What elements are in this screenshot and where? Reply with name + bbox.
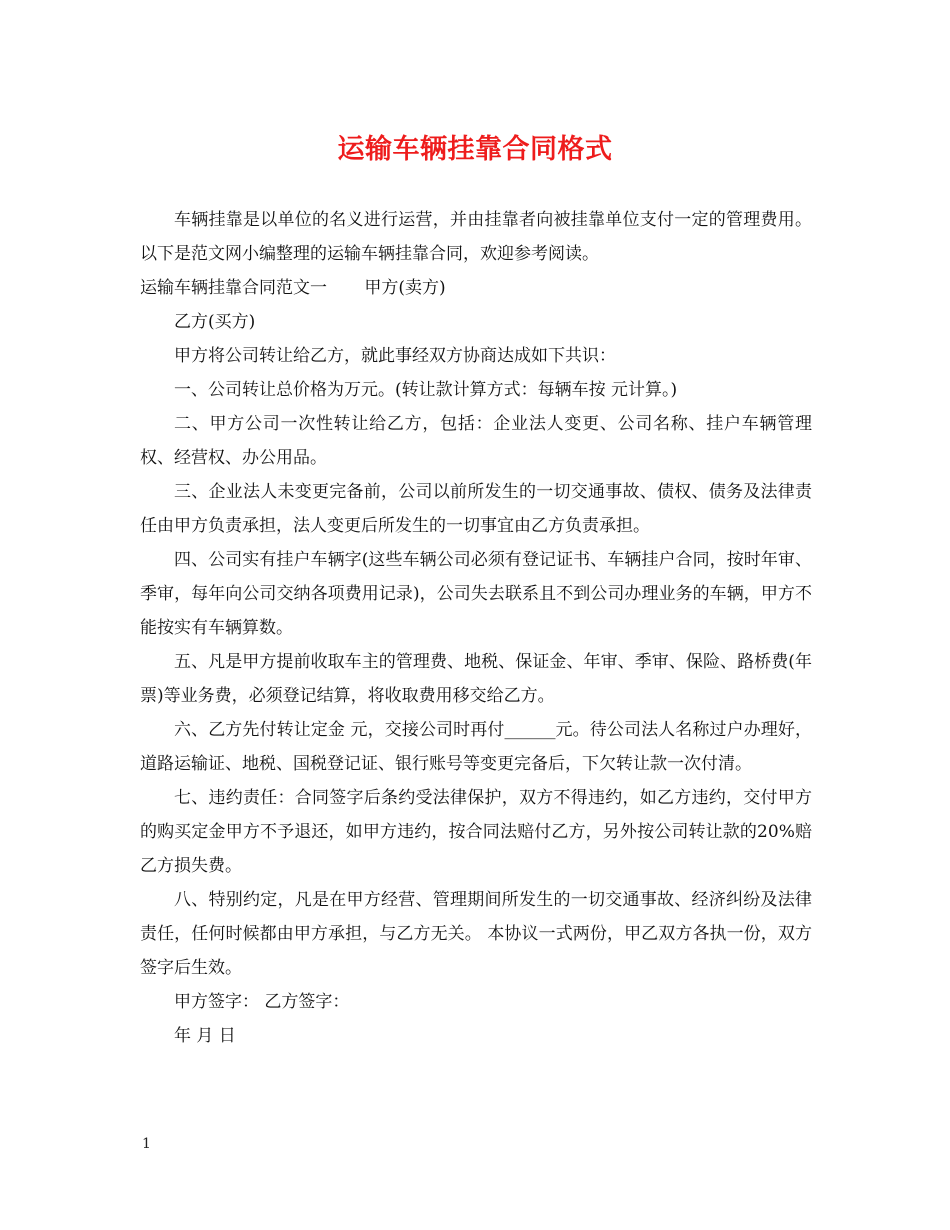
clause-5: 五、凡是甲方提前收取车主的管理费、地税、保证金、年审、季审、保险、路桥费(年票)等业务费，必须登记结算，将收取费用移交给乙方。 (140, 652, 812, 706)
clause-4: 四、公司实有挂户车辆字(这些车辆公司必须有登记证书、车辆挂户合同，按时年审、季审，每年向公司交纳各项费用记录)，公司失去联系且不到公司办理业务的车辆，甲方不能按实有车辆算数。 (140, 550, 812, 638)
clause-8: 八、特别约定，凡是在甲方经营、管理期间所发生的一切交通事故、经济纠纷及法律责任，任何时候都由甲方承担，与乙方无关。 本协议一式两份，甲乙双方各执一份，双方签字后生效。 (140, 890, 812, 978)
clause-1: 一、公司转让总价格为万元。(转让款计算方式：每辆车按 元计算。) (174, 380, 678, 400)
clause-6: 六、乙方先付转让定金 元，交接公司时再付______元。待公司法人名称过户办理好，道路运输证、地税、国税登记证、银行账号等变更完备后，下欠转让款一次付清。 (140, 720, 812, 774)
party-b-label: 乙方(买方) (174, 312, 256, 332)
signature-line: 甲方签字： 乙方签字： (174, 992, 350, 1012)
intro-paragraph: 车辆挂靠是以单位的名义进行运营，并由挂靠者向被挂靠单位支付一定的管理费用。以下是范文网小编整理的运输车辆挂靠合同，欢迎参考阅读。 (140, 210, 812, 264)
date-line: 年 月 日 (174, 1026, 236, 1046)
sample-heading-line (140, 271, 812, 305)
page-number: 1 (142, 1136, 151, 1152)
clause-3: 三、企业法人未变更完备前，公司以前所发生的一切交通事故、债权、债务及法律责任由甲方负责承担，法人变更后所发生的一切事宜由乙方负责承担。 (140, 482, 812, 536)
document-body (140, 203, 812, 1053)
party-a-label: 甲方(卖方) (364, 278, 446, 298)
clause-2: 二、甲方公司一次性转让给乙方，包括：企业法人变更、公司名称、挂户车辆管理权、经营权、办公用品。 (140, 414, 812, 468)
document-title: 运输车辆挂靠合同格式 (337, 134, 613, 165)
clause-7: 七、违约责任：合同签字后条约受法律保护，双方不得违约，如乙方违约，交付甲方的购买定金甲方不予退还，如甲方违约，按合同法赔付乙方，另外按公司转让款的20%赔乙方损失费。 (140, 788, 812, 876)
preamble-paragraph: 甲方将公司转让给乙方，就此事经双方协商达成如下共识： (174, 346, 616, 366)
sample-heading: 运输车辆挂靠合同范文一 (140, 278, 327, 298)
